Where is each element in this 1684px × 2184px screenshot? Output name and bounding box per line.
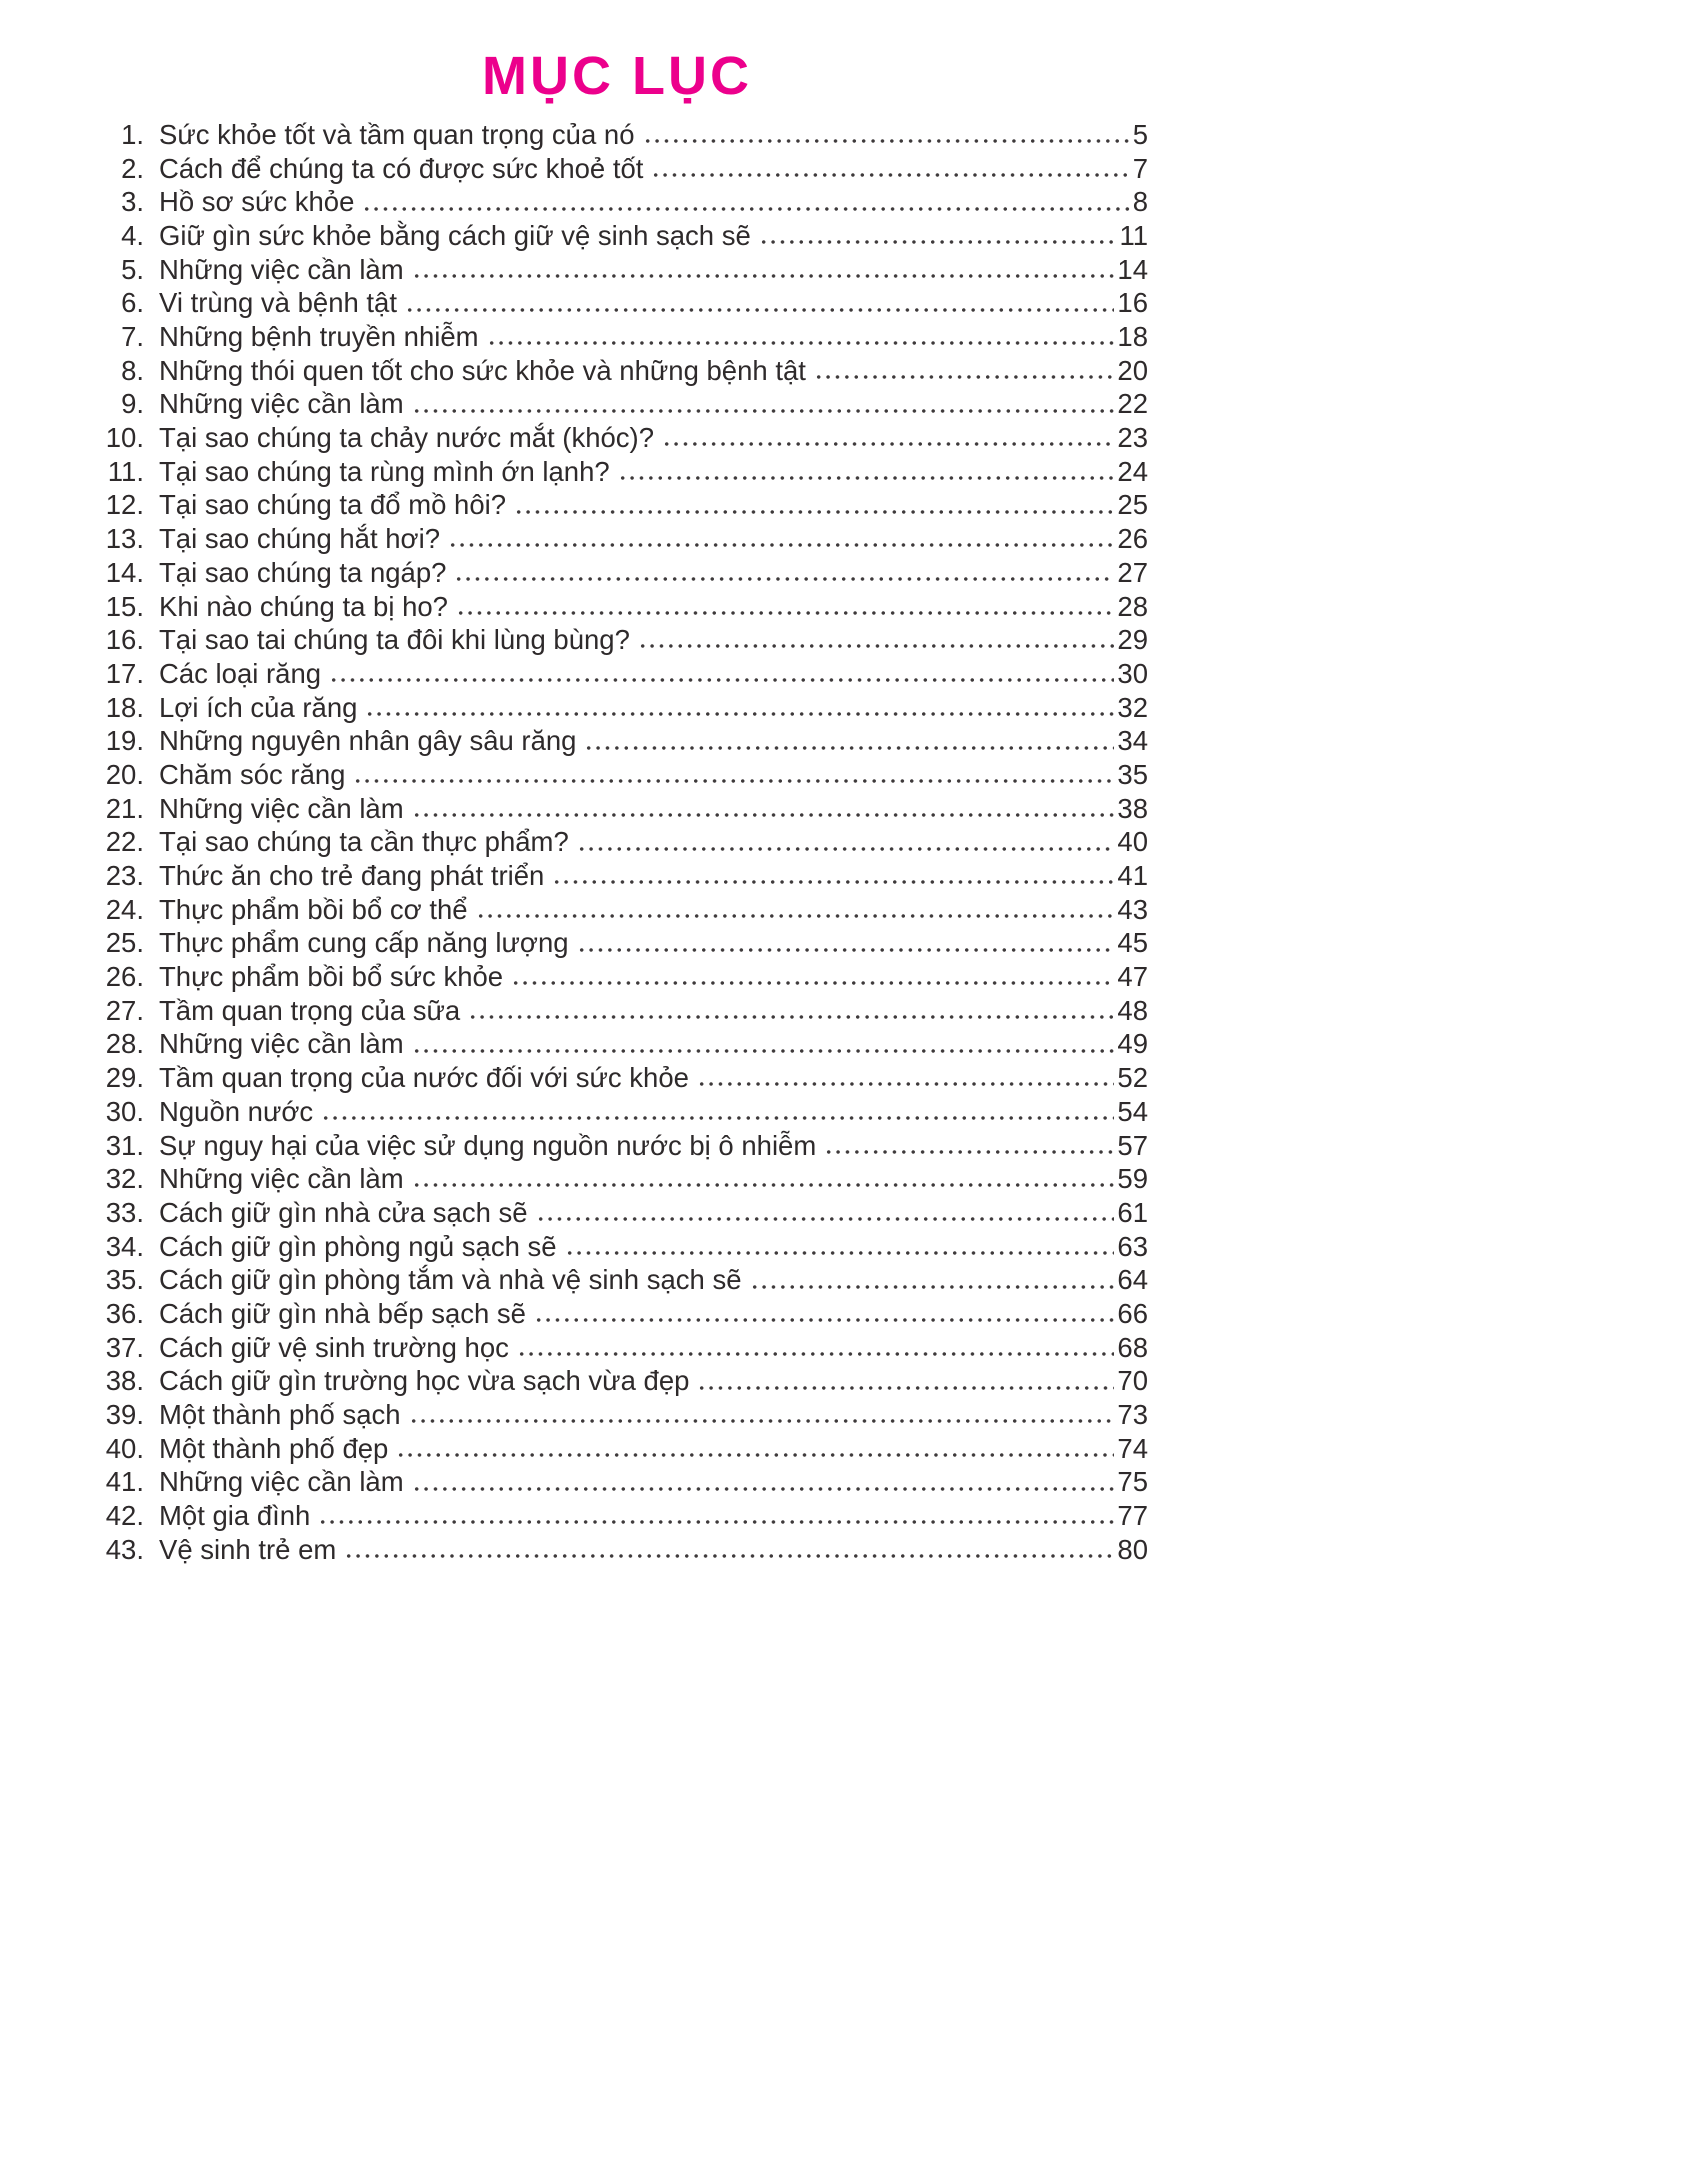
dot-leader [412, 1046, 1115, 1056]
toc-entry-number: 37. [105, 1331, 144, 1363]
toc-entry-number: 34. [105, 1230, 144, 1262]
toc-entry-page: 38 [1117, 792, 1148, 824]
toc-entry-page: 18 [1117, 321, 1148, 353]
toc-entry-title: Một thành phố đẹp [159, 1432, 389, 1464]
dot-leader [409, 1416, 1115, 1426]
toc-entry-number: 2. [121, 152, 144, 184]
toc-entry-title: Những bệnh truyền nhiễm [159, 321, 479, 353]
toc-entry [86, 319, 1148, 353]
dot-leader [318, 1517, 1114, 1527]
toc-entry-number: 36. [105, 1297, 144, 1329]
dot-leader [750, 1282, 1115, 1292]
toc-entry-page: 74 [1117, 1432, 1148, 1464]
toc-entry-number: 24. [105, 893, 144, 925]
toc-entry [86, 1296, 1148, 1330]
toc-entry-title: Một gia đình [159, 1500, 311, 1532]
toc-entry-page: 66 [1117, 1297, 1148, 1329]
toc-entry-number: 38. [105, 1365, 144, 1397]
dot-leader [824, 1147, 1114, 1157]
toc-entry-number: 12. [105, 489, 144, 521]
toc-entry [86, 723, 1148, 757]
toc-entry-page: 22 [1117, 388, 1148, 420]
toc-entry-page: 43 [1117, 893, 1148, 925]
toc-entry-page: 14 [1117, 253, 1148, 285]
toc-entry [86, 891, 1148, 925]
toc-entry [86, 1194, 1148, 1228]
toc-entry-page: 41 [1117, 860, 1148, 892]
toc-entry [86, 1464, 1148, 1498]
toc-entry-number: 23. [105, 860, 144, 892]
toc-entry-page: 54 [1117, 1095, 1148, 1127]
toc-entry-page: 48 [1117, 994, 1148, 1026]
toc-entry-number: 9. [121, 388, 144, 420]
toc-entry-page: 49 [1117, 1028, 1148, 1060]
toc-entry [86, 1363, 1148, 1397]
dot-leader [456, 608, 1114, 618]
dot-leader [412, 1484, 1115, 1494]
toc-entry-number: 27. [105, 994, 144, 1026]
dot-leader [536, 1214, 1115, 1224]
toc-entry-title: Những việc cần làm [159, 1466, 404, 1498]
toc-entry [86, 453, 1148, 487]
toc-entry-title: Vệ sinh trẻ em [159, 1533, 337, 1565]
toc-entry-number: 30. [105, 1095, 144, 1127]
dot-leader [329, 675, 1114, 685]
toc-entry-page: 73 [1117, 1399, 1148, 1431]
toc-entry [86, 1093, 1148, 1127]
toc-entry [86, 554, 1148, 588]
toc-entry-page: 29 [1117, 624, 1148, 656]
toc-entry [86, 757, 1148, 791]
toc-entry [86, 1060, 1148, 1094]
dot-leader [362, 204, 1129, 214]
toc-entry-title: Thực phẩm bồi bổ sức khỏe [159, 961, 504, 993]
toc-entry-number: 5. [121, 253, 144, 285]
toc-entry-page: 57 [1117, 1129, 1148, 1161]
dot-leader [448, 540, 1114, 550]
toc-entry-page: 34 [1117, 725, 1148, 757]
toc-entry [86, 1228, 1148, 1262]
toc-entry [86, 1498, 1148, 1532]
toc-entry-title: Tầm quan trọng của sữa [159, 994, 461, 1026]
toc-entry [86, 1329, 1148, 1363]
toc-entry-title: Cách giữ gìn nhà bếp sạch sẽ [159, 1297, 526, 1329]
toc-entry-number: 18. [105, 691, 144, 723]
toc-entry-page: 52 [1117, 1062, 1148, 1094]
toc-entry-page: 20 [1117, 354, 1148, 386]
toc-entry [86, 352, 1148, 386]
toc-entry-page: 30 [1117, 657, 1148, 689]
toc-entry [86, 1397, 1148, 1431]
dot-leader [412, 810, 1115, 820]
toc-entry-title: Cách giữ gìn phòng tắm và nhà vệ sinh sạch sẽ [159, 1264, 742, 1296]
toc-entry-number: 7. [121, 321, 144, 353]
dot-leader [365, 709, 1114, 719]
toc-entry-number: 40. [105, 1432, 144, 1464]
toc-entry-number: 25. [105, 927, 144, 959]
toc-entry [86, 420, 1148, 454]
toc-entry [86, 1026, 1148, 1060]
dot-leader [412, 1180, 1115, 1190]
toc-entry-number: 20. [105, 758, 144, 790]
toc-entry-number: 15. [105, 590, 144, 622]
toc-entry-title: Thực phẩm cung cấp năng lượng [159, 927, 569, 959]
toc-entry [86, 992, 1148, 1026]
toc-entry-page: 32 [1117, 691, 1148, 723]
dot-leader [618, 473, 1115, 483]
dot-leader [759, 237, 1117, 247]
toc-entry-title: Chăm sóc răng [159, 758, 346, 790]
toc-entry-number: 39. [105, 1399, 144, 1431]
dot-leader [638, 641, 1115, 651]
toc-entry [86, 150, 1148, 184]
toc-entry-page: 8 [1132, 186, 1148, 218]
toc-entry-title: Những việc cần làm [159, 1163, 404, 1195]
toc-entry-title: Những nguyên nhân gây sâu răng [159, 725, 577, 757]
toc-entry-title: Những việc cần làm [159, 253, 404, 285]
toc-entry-number: 17. [105, 657, 144, 689]
dot-leader [577, 945, 1115, 955]
toc-entry-page: 80 [1117, 1533, 1148, 1565]
toc-entry [86, 959, 1148, 993]
toc-entry-title: Tại sao chúng ta cần thực phẩm? [159, 826, 569, 858]
dot-leader [643, 136, 1130, 146]
dot-leader [697, 1079, 1114, 1089]
dot-leader [552, 877, 1114, 887]
dot-leader [405, 305, 1114, 315]
toc-entry [86, 824, 1148, 858]
toc-entry-number: 16. [105, 624, 144, 656]
toc-entry-page: 26 [1117, 523, 1148, 555]
toc-entry-number: 26. [105, 961, 144, 993]
toc-entry-number: 8. [121, 354, 144, 386]
toc-entry [86, 1531, 1148, 1565]
dot-leader [454, 574, 1114, 584]
toc-entry-page: 40 [1117, 826, 1148, 858]
toc-entry-page: 25 [1117, 489, 1148, 521]
toc-entry-title: Khi nào chúng ta bị ho? [159, 590, 448, 622]
toc-entry [86, 790, 1148, 824]
toc-entry-title: Cách để chúng ta có được sức khoẻ tốt [159, 152, 644, 184]
toc-entry [86, 487, 1148, 521]
toc-entry [86, 1127, 1148, 1161]
toc-entry-page: 63 [1117, 1230, 1148, 1262]
dot-leader [584, 743, 1114, 753]
toc-entry [86, 622, 1148, 656]
toc-entry-page: 59 [1117, 1163, 1148, 1195]
toc-entry-title: Nguồn nước [159, 1095, 314, 1127]
dot-leader [651, 170, 1129, 180]
toc-entry-title: Tầm quan trọng của nước đối với sức khỏe [159, 1062, 689, 1094]
toc-entry-title: Những việc cần làm [159, 1028, 404, 1060]
toc-entry-page: 77 [1117, 1500, 1148, 1532]
toc-entry [86, 521, 1148, 555]
toc-entry [86, 116, 1148, 150]
toc-entry-title: Một thành phố sạch [159, 1399, 401, 1431]
toc-entry-title: Thức ăn cho trẻ đang phát triển [159, 860, 545, 892]
toc-entry [86, 285, 1148, 319]
toc-entry-number: 22. [105, 826, 144, 858]
toc-entry [86, 858, 1148, 892]
dot-leader [396, 1450, 1114, 1460]
toc-entry [86, 218, 1148, 252]
dot-leader [476, 911, 1115, 921]
toc-list [86, 116, 1148, 1565]
toc-entry [86, 184, 1148, 218]
dot-leader [577, 844, 1115, 854]
toc-entry-number: 41. [105, 1466, 144, 1498]
dot-leader [534, 1315, 1114, 1325]
toc-entry-number: 29. [105, 1062, 144, 1094]
toc-entry-page: 7 [1132, 152, 1148, 184]
toc-entry-number: 33. [105, 1196, 144, 1228]
toc-entry-page: 23 [1117, 422, 1148, 454]
toc-entry-number: 42. [105, 1500, 144, 1532]
toc-entry-page: 35 [1117, 758, 1148, 790]
toc-entry-number: 6. [121, 287, 144, 319]
toc-entry-title: Tại sao chúng ta ngáp? [159, 556, 447, 588]
toc-entry-number: 1. [121, 118, 144, 150]
toc-entry [86, 1430, 1148, 1464]
toc-entry [86, 925, 1148, 959]
toc-entry-title: Thực phẩm bồi bổ cơ thể [159, 893, 468, 925]
dot-leader [662, 439, 1114, 449]
toc-entry-title: Tại sao chúng ta rùng mình ớn lạnh? [159, 455, 610, 487]
toc-entry-number: 10. [105, 422, 144, 454]
toc-entry-page: 61 [1117, 1196, 1148, 1228]
toc-entry [86, 1262, 1148, 1296]
toc-entry-title: Tại sao chúng hắt hơi? [159, 523, 440, 555]
toc-entry-number: 13. [105, 523, 144, 555]
toc-entry-title: Những thói quen tốt cho sức khỏe và những bệnh tật [159, 354, 806, 386]
toc-entry-number: 31. [105, 1129, 144, 1161]
toc-entry-page: 70 [1117, 1365, 1148, 1397]
toc-entry-title: Tại sao chúng ta đổ mồ hôi? [159, 489, 507, 521]
toc-entry-number: 19. [105, 725, 144, 757]
toc-entry-page: 27 [1117, 556, 1148, 588]
toc-entry-number: 3. [121, 186, 144, 218]
toc-entry-page: 11 [1119, 219, 1148, 251]
toc-entry-number: 32. [105, 1163, 144, 1195]
toc-entry [86, 588, 1148, 622]
dot-leader [412, 406, 1115, 416]
toc-entry-title: Các loại răng [159, 657, 322, 689]
dot-leader [344, 1551, 1114, 1561]
toc-entry-page: 24 [1117, 455, 1148, 487]
toc-entry [86, 386, 1148, 420]
toc-entry-title: Những việc cần làm [159, 792, 404, 824]
toc-entry-title: Cách giữ gìn trường học vừa sạch vừa đẹp [159, 1365, 690, 1397]
toc-entry [86, 655, 1148, 689]
page-title: MỤC LỤC [482, 46, 752, 106]
dot-leader [468, 1012, 1114, 1022]
toc-page [86, 46, 1148, 1565]
toc-entry [86, 251, 1148, 285]
toc-entry-page: 5 [1132, 118, 1148, 150]
toc-entry-title: Cách giữ gìn nhà cửa sạch sẽ [159, 1196, 528, 1228]
dot-leader [353, 776, 1114, 786]
toc-entry-title: Lợi ích của răng [159, 691, 358, 723]
toc-entry-number: 28. [105, 1028, 144, 1060]
toc-entry-title: Tại sao chúng ta chảy nước mắt (khóc)? [159, 422, 654, 454]
toc-entry-number: 4. [121, 219, 144, 251]
toc-entry-page: 45 [1117, 927, 1148, 959]
toc-entry-page: 16 [1117, 287, 1148, 319]
toc-entry-page: 75 [1117, 1466, 1148, 1498]
dot-leader [412, 271, 1115, 281]
toc-entry-title: Tại sao tai chúng ta đôi khi lùng bùng? [159, 624, 630, 656]
toc-entry-number: 43. [105, 1533, 144, 1565]
toc-entry [86, 689, 1148, 723]
dot-leader [321, 1113, 1114, 1123]
toc-entry-title: Hồ sơ sức khỏe [159, 186, 355, 218]
toc-entry-page: 47 [1117, 961, 1148, 993]
toc-entry-title: Giữ gìn sức khỏe bằng cách giữ vệ sinh sạch sẽ [159, 219, 751, 251]
dot-leader [517, 1349, 1115, 1359]
dot-leader [697, 1383, 1114, 1393]
toc-entry-title: Cách giữ gìn phòng ngủ sạch sẽ [159, 1230, 557, 1262]
toc-entry-title: Sức khỏe tốt và tầm quan trọng của nó [159, 118, 635, 150]
toc-entry-title: Cách giữ vệ sinh trường học [159, 1331, 509, 1363]
toc-entry-number: 21. [105, 792, 144, 824]
toc-entry-number: 14. [105, 556, 144, 588]
toc-entry-title: Vi trùng và bệnh tật [159, 287, 397, 319]
toc-entry [86, 1161, 1148, 1195]
dot-leader [814, 372, 1114, 382]
dot-leader [511, 978, 1114, 988]
toc-entry-page: 28 [1117, 590, 1148, 622]
dot-leader [565, 1248, 1115, 1258]
toc-entry-title: Những việc cần làm [159, 388, 404, 420]
toc-entry-number: 35. [105, 1264, 144, 1296]
toc-entry-number: 11. [107, 455, 144, 487]
dot-leader [514, 507, 1114, 517]
toc-entry-page: 68 [1117, 1331, 1148, 1363]
toc-entry-title: Sự nguy hại của việc sử dụng nguồn nước bị ô nhiễm [159, 1129, 817, 1161]
toc-entry-page: 64 [1117, 1264, 1148, 1296]
dot-leader [487, 338, 1115, 348]
